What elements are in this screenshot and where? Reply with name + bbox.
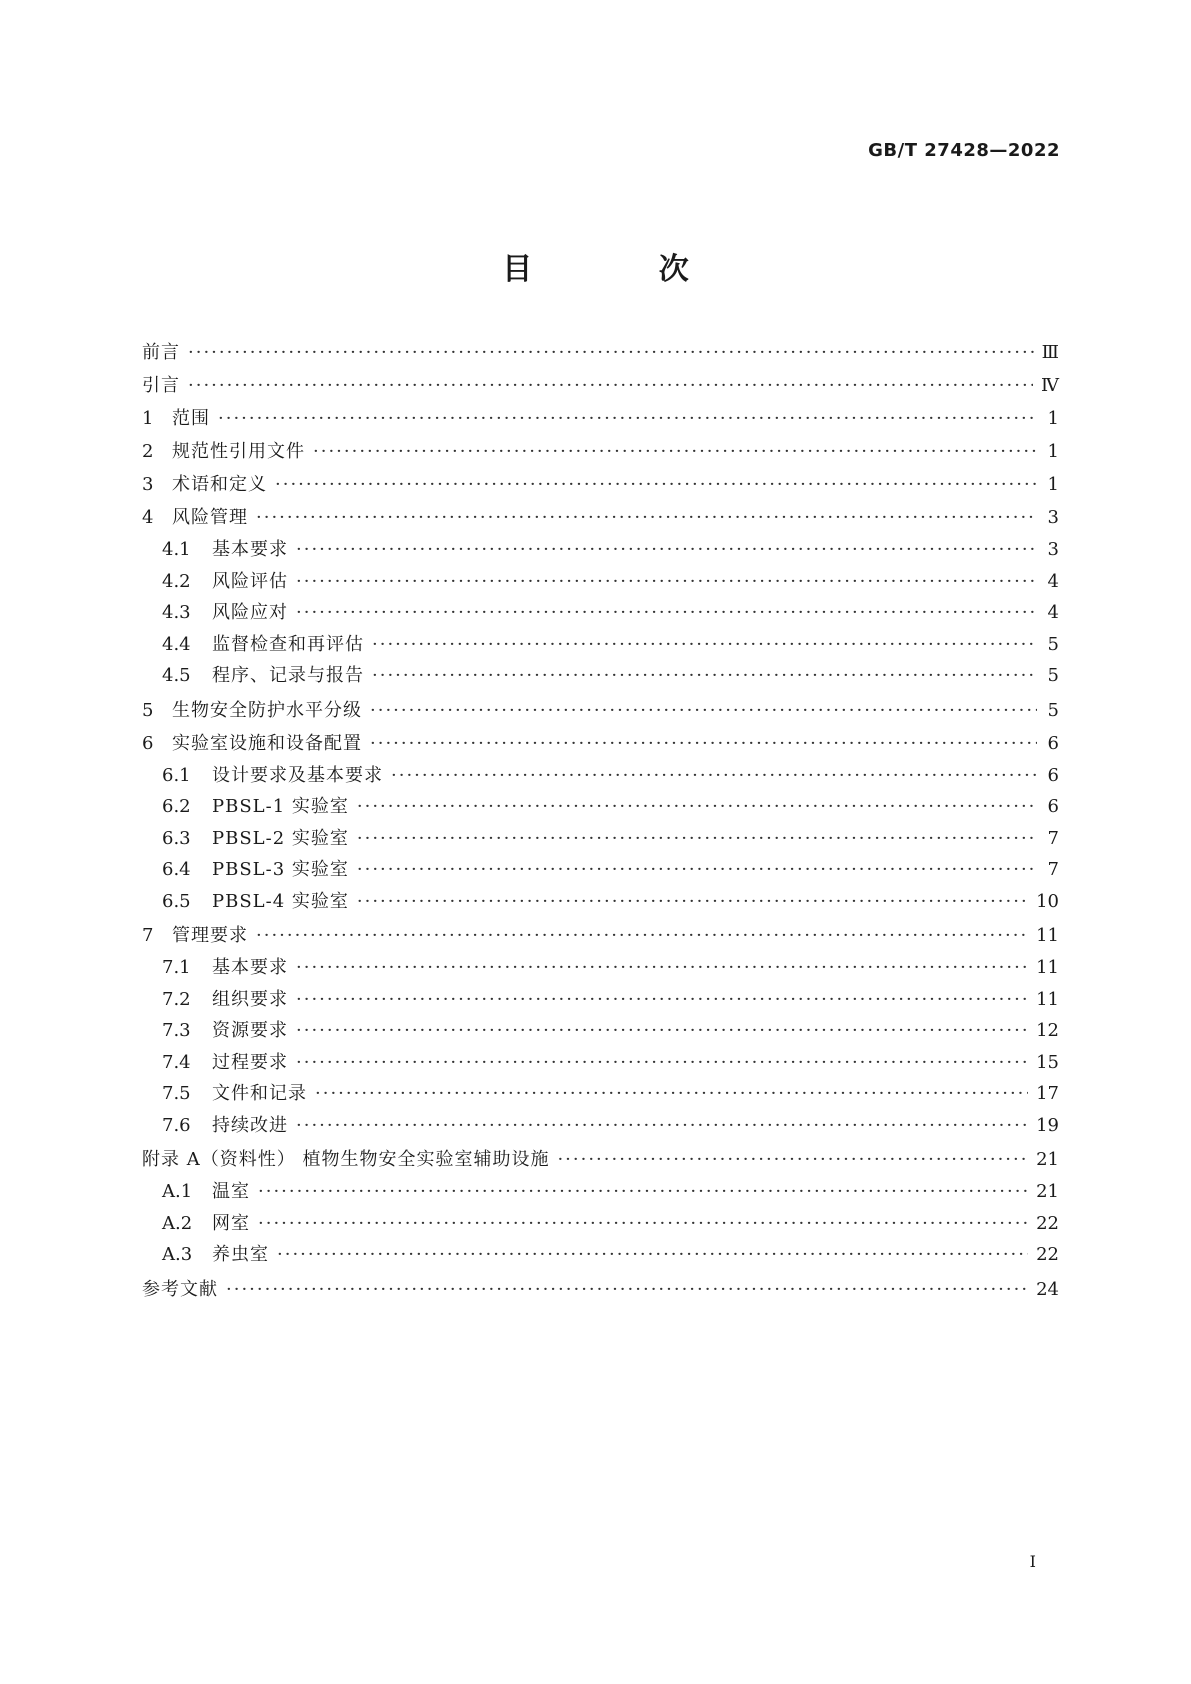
toc-entry-page: 22 [1036, 1212, 1059, 1234]
toc-entry[interactable] [142, 854, 1059, 886]
toc-entry-label: 过程要求 [212, 1051, 288, 1073]
toc-entry[interactable] [142, 534, 1059, 566]
toc-entry-page: 3 [1047, 539, 1059, 560]
toc-entry-page: 19 [1036, 1114, 1059, 1136]
toc-entry-page: Ⅳ [1041, 375, 1059, 396]
toc-entry-page: 1 [1047, 474, 1059, 495]
toc-entry-label: 术语和定义 [172, 474, 267, 495]
toc-leader-dots [357, 791, 1037, 823]
toc-entry[interactable] [142, 402, 1059, 435]
toc-entry-number: 5 [142, 699, 154, 721]
toc-entry-label: 附录 A（资料性） 植物生物安全实验室辅助设施 [142, 1149, 550, 1170]
toc-leader-dots [188, 336, 1034, 369]
toc-entry-page: 15 [1036, 1051, 1059, 1073]
toc-entry[interactable] [142, 823, 1059, 855]
toc-entry-number: 4.5 [162, 665, 191, 686]
toc-entry-page: 7 [1047, 859, 1059, 880]
toc-entry-number: 6.2 [162, 796, 191, 817]
toc-entry[interactable] [142, 791, 1059, 823]
toc-entry-label: 组织要求 [212, 988, 288, 1010]
toc-leader-dots [188, 369, 1033, 402]
toc-entry[interactable] [142, 1208, 1059, 1240]
toc-leader-dots [275, 468, 1037, 501]
toc-entry-number: 7.4 [162, 1051, 191, 1073]
toc-entry-number: 4.3 [162, 602, 191, 623]
toc-entry-label: 规范性引用文件 [172, 441, 305, 462]
toc-entry-number: 6.3 [162, 827, 191, 849]
toc-leader-dots [258, 1176, 1028, 1208]
toc-leader-dots [226, 1273, 1028, 1306]
toc-leader-dots [372, 660, 1037, 692]
toc-entry-page: 11 [1036, 925, 1059, 946]
toc-entry-label: 引言 [142, 375, 180, 396]
toc-entry[interactable] [142, 435, 1059, 468]
toc-entry[interactable] [142, 1110, 1059, 1142]
toc-entry-label: PBSL-2 实验室 [212, 827, 349, 849]
toc-entry-number: 6.4 [162, 859, 191, 880]
toc-entry[interactable] [142, 1078, 1059, 1110]
toc-entry[interactable] [142, 952, 1059, 984]
toc-entry-page: 17 [1036, 1083, 1059, 1104]
toc-entry-page: 4 [1047, 602, 1059, 623]
toc-leader-dots [370, 727, 1037, 760]
toc-entry-number: 4.1 [162, 539, 191, 560]
toc-entry-page: 5 [1047, 633, 1059, 655]
toc-entry-label: 实验室设施和设备配置 [172, 732, 362, 754]
toc-leader-dots [296, 1047, 1028, 1079]
toc-leader-dots [296, 566, 1037, 598]
toc-entry-page: 6 [1047, 764, 1059, 786]
toc-entry-label: 生物安全防护水平分级 [172, 699, 362, 721]
toc-leader-dots [357, 854, 1037, 886]
toc-entry[interactable] [142, 1015, 1059, 1047]
toc-entry-number: A.3 [162, 1244, 193, 1265]
toc-entry-label: 持续改进 [212, 1114, 288, 1136]
toc-entry[interactable] [142, 566, 1059, 598]
toc-entry-label: 管理要求 [172, 925, 248, 946]
toc-leader-dots [391, 760, 1037, 792]
toc-leader-dots [277, 1239, 1028, 1271]
toc-leader-dots [256, 501, 1037, 534]
toc-entry[interactable] [142, 984, 1059, 1016]
toc-entry-label: 风险评估 [212, 570, 288, 592]
toc-entry[interactable] [142, 694, 1059, 727]
toc-entry-label: 网室 [212, 1212, 250, 1234]
toc-entry-page: 11 [1036, 988, 1059, 1010]
toc-entry[interactable] [142, 369, 1059, 402]
toc-entry[interactable] [142, 1239, 1059, 1271]
page-title: 目 次 [502, 252, 747, 287]
toc-entry[interactable] [142, 660, 1059, 692]
toc-entry-number: 2 [142, 441, 154, 462]
toc-entry-label: 风险应对 [212, 602, 288, 623]
toc-entry[interactable] [142, 597, 1059, 629]
toc-entry-number: 4.2 [162, 570, 191, 592]
toc-entry-page: 22 [1036, 1244, 1059, 1265]
toc-leader-dots [258, 1208, 1028, 1240]
toc-entry-number: 7.5 [162, 1083, 191, 1104]
toc-entry[interactable] [142, 886, 1059, 918]
toc-entry-number: 6.5 [162, 890, 191, 912]
toc-leader-dots [313, 435, 1037, 468]
toc-leader-dots [296, 534, 1037, 566]
toc-entry-page: 1 [1047, 408, 1059, 429]
toc-entry-label: PBSL-3 实验室 [212, 859, 349, 880]
toc-entry-number: 6.1 [162, 764, 191, 786]
toc-leader-dots [296, 597, 1037, 629]
toc-leader-dots [296, 1015, 1028, 1047]
toc-entry-page: 21 [1036, 1181, 1059, 1202]
toc-entry-label: 范围 [172, 408, 210, 429]
toc-leader-dots [315, 1078, 1028, 1110]
toc-entry[interactable] [142, 501, 1059, 534]
toc-entry-page: 6 [1047, 796, 1059, 817]
toc-entry[interactable] [142, 1176, 1059, 1208]
toc-entry-label: 程序、记录与报告 [212, 665, 364, 686]
toc-entry-number: 4.4 [162, 633, 191, 655]
toc-entry-number: A.2 [162, 1212, 193, 1234]
toc-entry-label: PBSL-4 实验室 [212, 890, 349, 912]
toc-entry-page: 5 [1047, 665, 1059, 686]
toc-entry[interactable] [142, 727, 1059, 760]
toc-entry-label: 养虫室 [212, 1244, 269, 1265]
toc-entry-number: 4 [142, 507, 154, 528]
toc-entry-page: Ⅲ [1041, 342, 1059, 363]
toc-entry-label: 温室 [212, 1181, 250, 1202]
toc-entry[interactable] [142, 468, 1059, 501]
table-of-contents [142, 336, 1059, 1306]
toc-entry-page: 1 [1047, 441, 1059, 462]
toc-entry-number: 7.1 [162, 957, 191, 978]
toc-entry-page: 12 [1036, 1020, 1059, 1041]
toc-entry-label: 风险管理 [172, 507, 248, 528]
toc-entry[interactable] [142, 336, 1059, 369]
toc-entry-number: 1 [142, 408, 154, 429]
toc-entry-number: A.1 [162, 1181, 193, 1202]
standard-code: GB/T 27428—2022 [868, 140, 1060, 161]
toc-entry-page: 21 [1036, 1149, 1059, 1170]
toc-entry-number: 7 [142, 925, 154, 946]
toc-entry-number: 6 [142, 732, 154, 754]
toc-entry[interactable] [142, 1143, 1059, 1176]
toc-leader-dots [557, 1143, 1028, 1176]
toc-leader-dots [370, 694, 1037, 727]
toc-entry-label: PBSL-1 实验室 [212, 796, 349, 817]
toc-entry-page: 6 [1047, 732, 1059, 754]
toc-entry[interactable] [142, 919, 1059, 952]
toc-entry-number: 7.3 [162, 1020, 191, 1041]
toc-leader-dots [218, 402, 1037, 435]
toc-entry-number: 7.6 [162, 1114, 191, 1136]
toc-leader-dots [256, 919, 1028, 952]
toc-entry[interactable] [142, 760, 1059, 792]
toc-entry-label: 基本要求 [212, 539, 288, 560]
toc-entry-page: 24 [1036, 1278, 1059, 1300]
toc-entry[interactable] [142, 1047, 1059, 1079]
toc-entry[interactable] [142, 629, 1059, 661]
toc-entry-page: 5 [1047, 699, 1059, 721]
toc-entry-label: 监督检查和再评估 [212, 633, 364, 655]
toc-entry-page: 7 [1047, 827, 1059, 849]
toc-entry-label: 资源要求 [212, 1020, 288, 1041]
toc-entry-label: 基本要求 [212, 957, 288, 978]
toc-leader-dots [296, 1110, 1028, 1142]
toc-entry[interactable] [142, 1273, 1059, 1306]
toc-entry-page: 10 [1036, 890, 1059, 912]
toc-leader-dots [372, 629, 1037, 661]
toc-entry-label: 设计要求及基本要求 [212, 764, 383, 786]
toc-entry-label: 参考文献 [142, 1278, 218, 1300]
toc-entry-page: 11 [1036, 957, 1059, 978]
toc-leader-dots [357, 886, 1028, 918]
page-number: I [1029, 1552, 1036, 1571]
toc-entry-label: 前言 [142, 342, 180, 363]
toc-entry-page: 3 [1047, 507, 1059, 528]
toc-entry-label: 文件和记录 [212, 1083, 307, 1104]
toc-leader-dots [357, 823, 1037, 855]
toc-entry-page: 4 [1047, 570, 1059, 592]
toc-leader-dots [296, 952, 1028, 984]
toc-leader-dots [296, 984, 1028, 1016]
toc-entry-number: 3 [142, 474, 154, 495]
toc-entry-number: 7.2 [162, 988, 191, 1010]
